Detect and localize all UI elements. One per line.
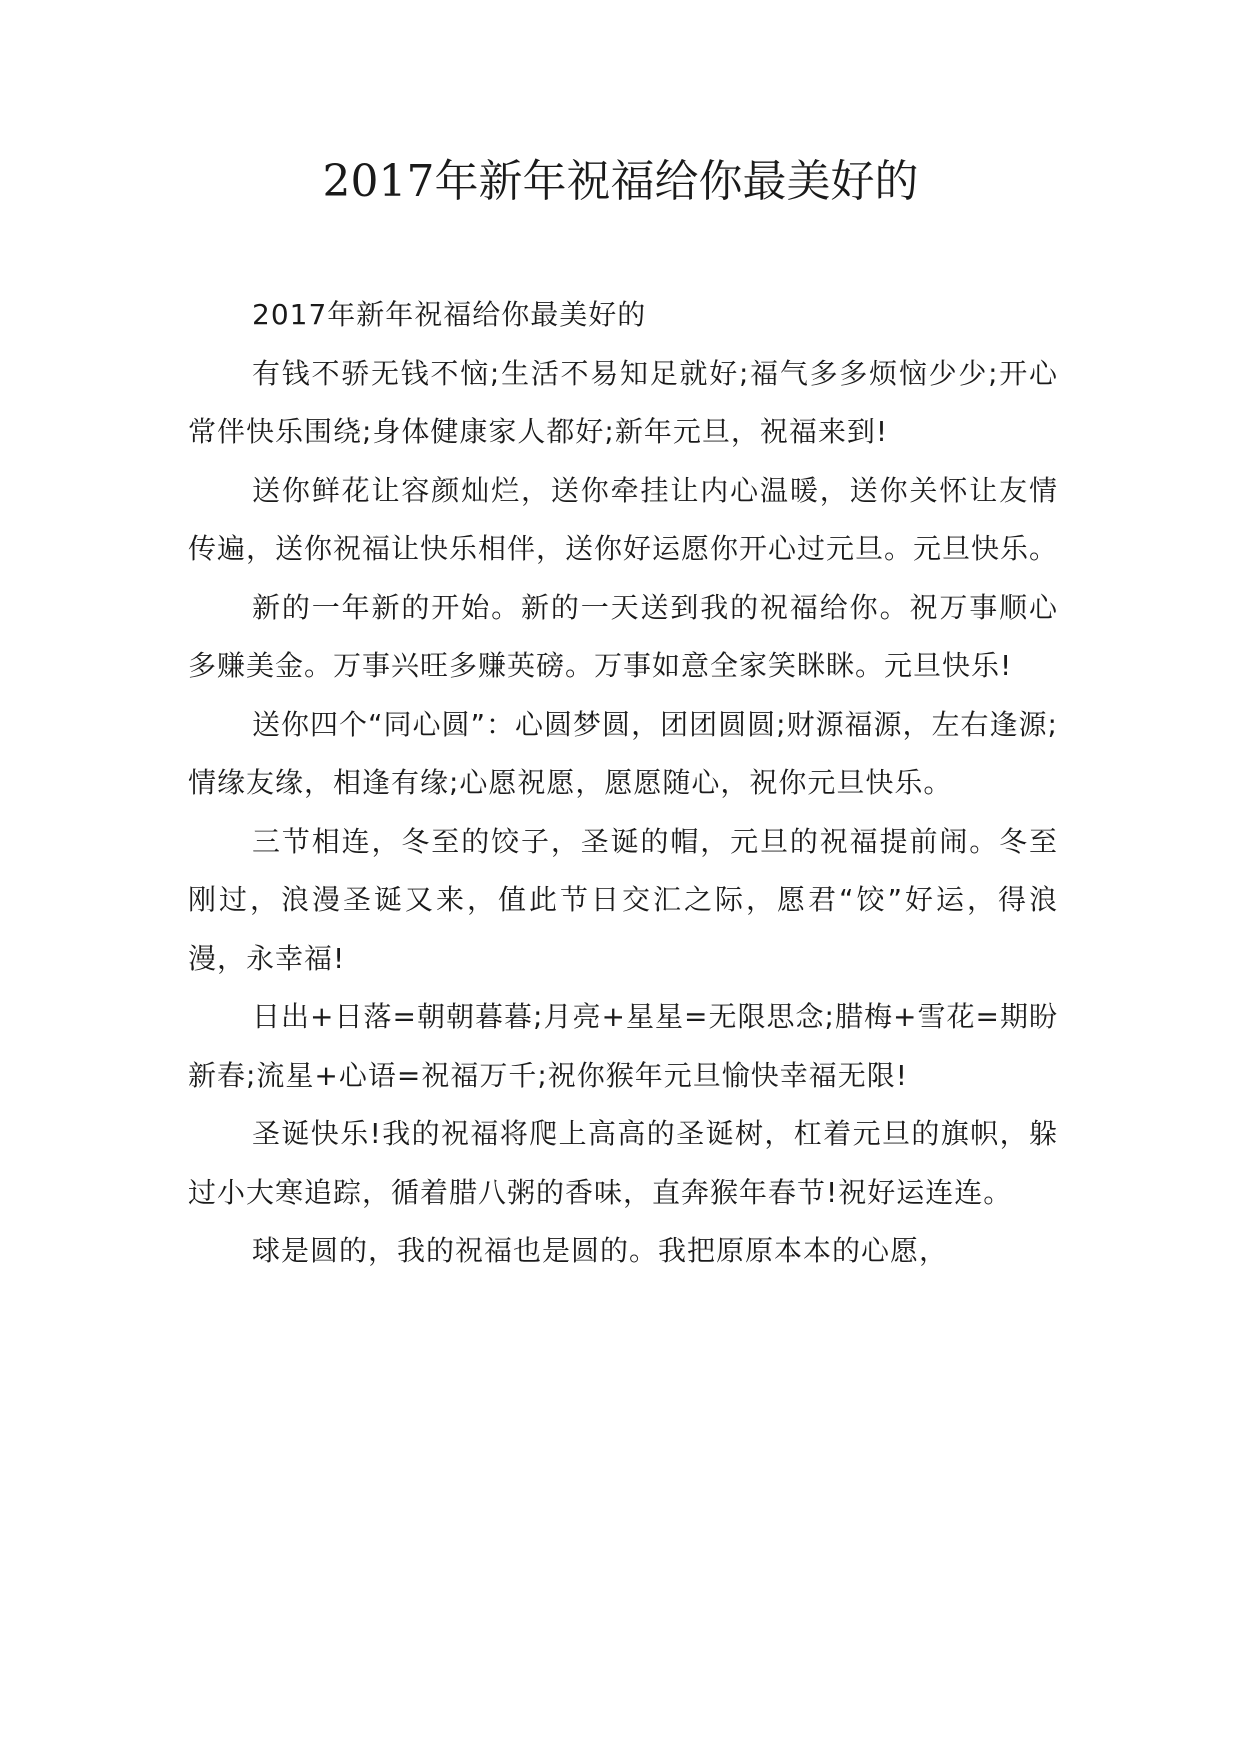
paragraph-4: 送你四个“同心圆”：心圆梦圆，团团圆圆;财源福源，左右逢源;情缘友缘，相逢有缘;心愿祝愿，愿愿随心，祝你元旦快乐。 (188, 707, 1058, 799)
document-body (188, 286, 1058, 1281)
paragraph-7: 圣诞快乐!我的祝福将爬上高高的圣诞树，杠着元旦的旗帜，躲过小大寒追踪，循着腊八粥的香味，直奔猴年春节!祝好运连连。 (188, 1117, 1058, 1209)
paragraph-heading: 2017年新年祝福给你最美好的 (252, 298, 647, 331)
paragraph-6: 日出+日落=朝朝暮暮;月亮+星星=无限思念;腊梅+雪花=期盼新春;流星+心语=祝福万千;祝你猴年元旦愉快幸福无限! (188, 1000, 1058, 1092)
paragraph-5: 三节相连，冬至的饺子，圣诞的帽，元旦的祝福提前闹。冬至刚过，浪漫圣诞又来，值此节日交汇之际，愿君“饺”好运，得浪漫，永幸福! (188, 824, 1058, 975)
document-title: 2017年新年祝福给你最美好的 (322, 156, 919, 207)
paragraph-3: 新的一年新的开始。新的一天送到我的祝福给你。祝万事顺心多赚美金。万事兴旺多赚英磅。万事如意全家笑眯眯。元旦快乐! (188, 590, 1058, 682)
paragraph-1: 有钱不骄无钱不恼;生活不易知足就好;福气多多烦恼少少;开心常伴快乐围绕;身体健康家人都好;新年元旦，祝福来到! (188, 356, 1058, 448)
paragraph-8: 球是圆的，我的祝福也是圆的。我把原原本本的心愿， (252, 1234, 949, 1267)
paragraph-2: 送你鲜花让容颜灿烂，送你牵挂让内心温暖，送你关怀让友情传遍，送你祝福让快乐相伴，送你好运愿你开心过元旦。元旦快乐。 (188, 473, 1059, 565)
